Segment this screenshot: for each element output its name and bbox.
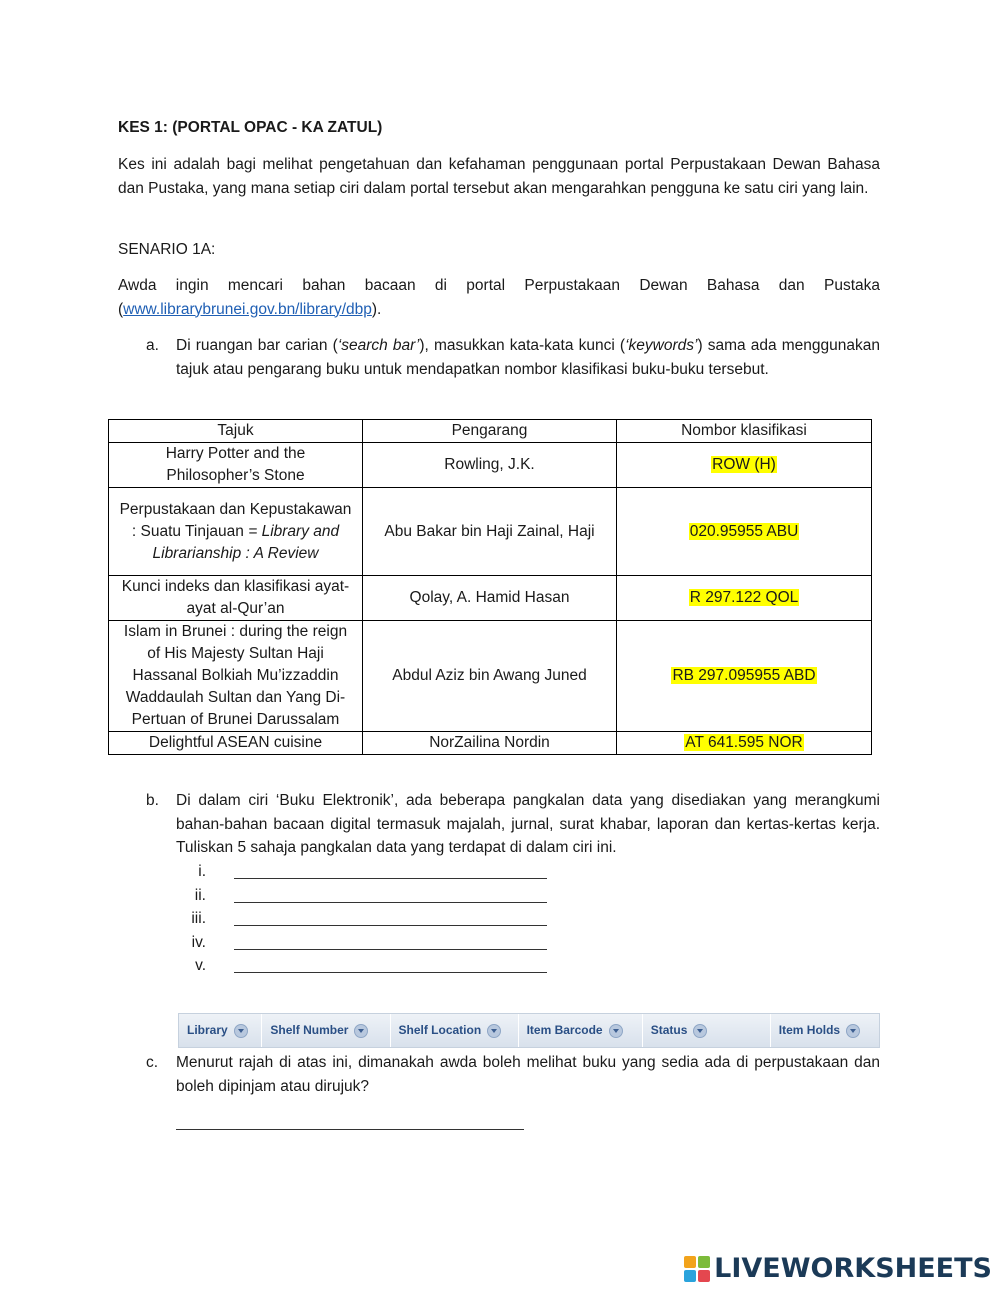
book-author: Rowling, J.K. xyxy=(363,443,617,488)
book-title xyxy=(109,621,363,732)
classification-table xyxy=(108,419,872,755)
column-item-holds[interactable] xyxy=(771,1014,879,1047)
header-call-number: Nombor klasifikasi xyxy=(617,420,872,443)
question-a-term-keywords: ‘keywords’ xyxy=(625,337,698,354)
answer-marker-i: i. xyxy=(198,863,206,880)
question-a-part: ) sama ada menggunakan tajuk atau pengarang buku untuk mendapatkan nombor klasifikasi buku-buku tersebut. xyxy=(176,337,880,378)
book-title xyxy=(109,732,363,755)
sort-arrow-icon[interactable] xyxy=(609,1024,623,1038)
sort-arrow-icon[interactable] xyxy=(487,1024,501,1038)
case-heading: KES 1: (PORTAL OPAC - KA ZATUL) xyxy=(118,119,383,136)
call-number-highlight: ROW (H) xyxy=(712,456,776,473)
answer-marker-v: v. xyxy=(195,957,206,974)
call-number xyxy=(617,732,872,755)
answer-field-iii[interactable] xyxy=(234,905,547,926)
book-title-text: Kunci indeks dan klasifikasi ayat-ayat al-Qur’an xyxy=(121,578,350,617)
scenario-text: Awda ingin mencari bahan bacaan di portal Perpustakaan Dewan Bahasa dan Pustaka ( xyxy=(118,277,880,318)
table-row xyxy=(109,488,872,576)
book-author: Abu Bakar bin Haji Zainal, Haji xyxy=(363,488,617,576)
question-c-text: Menurut rajah di atas ini, dimanakah awda boleh melihat buku yang sedia ada di perpustakaan dan boleh dipinjam atau dirujuk? xyxy=(176,1054,880,1095)
opac-column-header xyxy=(178,1013,880,1048)
call-number xyxy=(617,443,872,488)
scenario-label: SENARIO 1A: xyxy=(118,241,216,258)
scenario-text-end: ). xyxy=(371,300,382,318)
question-a-term-search-bar: ‘search bar’ xyxy=(337,337,420,354)
call-number-highlight: R 297.122 QOL xyxy=(689,589,799,606)
answer-marker-ii: ii. xyxy=(194,887,206,904)
book-title-text: Perpustakaan dan Kepustakawan : Suatu Tinjauan xyxy=(119,500,352,540)
sort-arrow-icon[interactable] xyxy=(693,1024,707,1038)
column-item-barcode[interactable] xyxy=(519,1014,643,1047)
book-title xyxy=(109,488,363,576)
answer-field-c[interactable] xyxy=(176,1128,524,1130)
sort-arrow-icon[interactable] xyxy=(234,1024,248,1038)
table-header-row xyxy=(109,420,872,443)
answer-field-ii[interactable] xyxy=(234,882,547,903)
book-title xyxy=(109,576,363,621)
book-title-text: Delightful ASEAN cuisine xyxy=(148,734,323,751)
column-library[interactable] xyxy=(179,1014,262,1047)
intro-paragraph: Kes ini adalah bagi melihat pengetahuan dan kefahaman penggunaan portal Perpustakaan Dewan Bahasa dan Pustaka, yang mana setiap ciri dalam portal tersebut akan mengarahkan pengguna ke satu ciri yang lain. xyxy=(118,156,880,197)
sort-arrow-icon[interactable] xyxy=(354,1024,368,1038)
header-title: Tajuk xyxy=(109,420,363,443)
column-label: Item Holds xyxy=(778,1022,841,1037)
question-a-part: ), masukkan kata-kata kunci ( xyxy=(419,337,626,354)
book-title xyxy=(109,443,363,488)
table-row xyxy=(109,732,872,755)
call-number-highlight: 020.95955 ABU xyxy=(689,522,799,540)
book-author: NorZailina Nordin xyxy=(363,732,617,755)
call-number-highlight: AT 641.595 NOR xyxy=(685,734,803,751)
call-number xyxy=(617,576,872,621)
book-author: Qolay, A. Hamid Hasan xyxy=(363,576,617,621)
answer-field-v[interactable] xyxy=(234,952,547,973)
column-shelf-location[interactable] xyxy=(391,1014,519,1047)
book-title-translation: = Library and Librarianship : A Review xyxy=(152,522,340,562)
liveworksheets-logo xyxy=(684,1254,992,1284)
column-label: Item Barcode xyxy=(526,1022,603,1037)
column-label: Status xyxy=(650,1022,688,1037)
call-number xyxy=(617,621,872,732)
call-number-highlight: RB 297.095955 ABD xyxy=(672,667,816,684)
answer-marker-iv: iv. xyxy=(191,934,206,951)
book-title-text: Islam in Brunei : during the reign of His Majesty Sultan Haji Hassanal Bolkiah Mu’izzaddin Waddaulah Sultan dan Yang Di-Pertuan of Brunei Darussalam xyxy=(123,623,348,728)
column-label: Library xyxy=(187,1022,228,1037)
answer-field-iv[interactable] xyxy=(234,929,547,950)
column-shelf-number[interactable] xyxy=(262,1014,390,1047)
liveworksheets-wordmark: LIVEWORKSHEETS xyxy=(714,1253,992,1284)
table-row xyxy=(109,621,872,732)
answer-marker-iii: iii. xyxy=(191,910,206,927)
book-author: Abdul Aziz bin Awang Juned xyxy=(363,621,617,732)
column-label: Shelf Location xyxy=(398,1022,482,1037)
call-number xyxy=(617,488,872,576)
question-a-text xyxy=(176,334,880,381)
table-row xyxy=(109,576,872,621)
liveworksheets-mark-icon xyxy=(684,1256,710,1282)
header-author: Pengarang xyxy=(363,420,617,443)
column-label: Shelf Number xyxy=(270,1022,349,1037)
column-status[interactable] xyxy=(643,1014,771,1047)
question-a-marker: a. xyxy=(146,337,159,354)
question-c-marker: c. xyxy=(146,1054,159,1071)
question-b-text: Di dalam ciri ‘Buku Elektronik’, ada beberapa pangkalan data yang disediakan yang merangkumi bahan-bahan bacaan digital termasuk majalah, jurnal, surat khabar, laporan dan kertas-kertas kerja. Tuliskan 5 sahaja pangkalan data yang terdapat di dalam ciri ini. xyxy=(176,792,880,856)
scenario-paragraph xyxy=(118,274,880,321)
question-b-marker: b. xyxy=(146,792,159,809)
table-row xyxy=(109,443,872,488)
library-portal-link[interactable]: www.librarybrunei.gov.bn/library/dbp xyxy=(123,300,372,318)
question-a-part: Di ruangan bar carian ( xyxy=(176,337,338,354)
book-title-text: Harry Potter and the Philosopher’s Stone xyxy=(165,445,306,484)
answer-field-i[interactable] xyxy=(234,858,547,879)
sort-arrow-icon[interactable] xyxy=(846,1024,860,1038)
